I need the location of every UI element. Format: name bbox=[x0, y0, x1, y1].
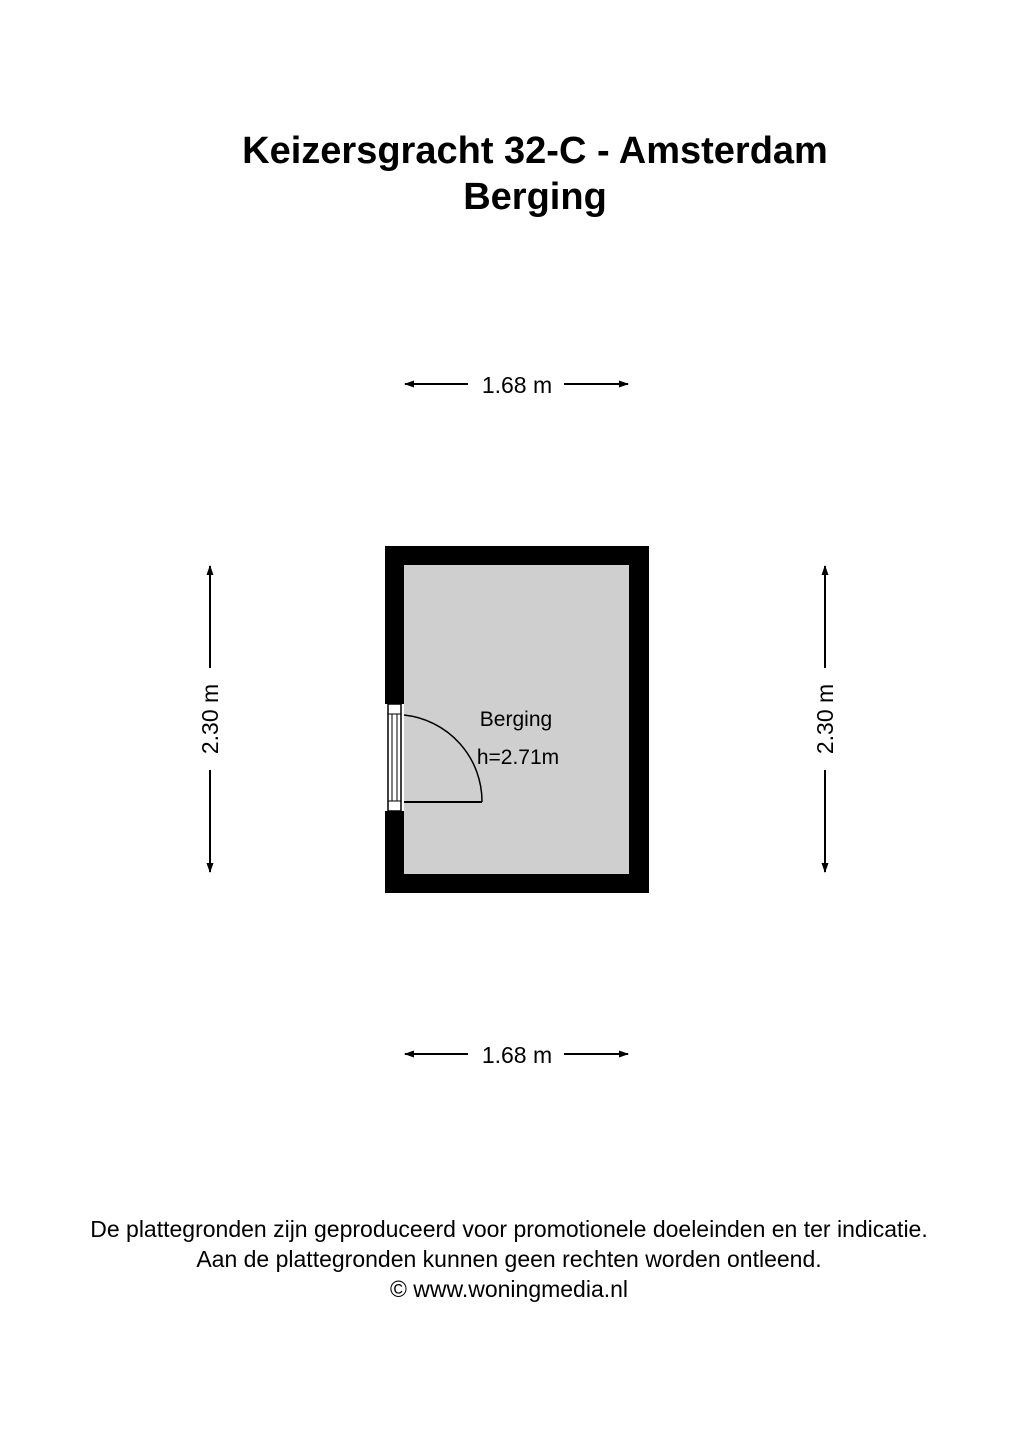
disclaimer-line-2: Aan de plattegronden kunnen geen rechten worden ontleend. bbox=[196, 1246, 822, 1272]
plan-title: Keizersgracht 32-C - Amsterdam bbox=[242, 130, 828, 172]
room-name-label: Berging bbox=[479, 708, 553, 731]
right-depth-dimension bbox=[812, 566, 838, 872]
bottom-width-dimension bbox=[405, 1042, 628, 1068]
bottom-width-label: 1.68 m bbox=[481, 1042, 553, 1068]
left-depth-dimension bbox=[197, 566, 223, 872]
disclaimer-line-1: De plattegronden zijn geproduceerd voor promotionele doeleinden en ter indicatie. bbox=[90, 1216, 928, 1242]
top-width-dimension bbox=[405, 372, 628, 398]
right-depth-label: 2.30 m bbox=[812, 683, 838, 755]
left-depth-label: 2.30 m bbox=[197, 683, 223, 755]
room-height-label: h=2.71m bbox=[476, 746, 560, 769]
room-berging bbox=[385, 546, 649, 893]
copyright-line: © www.woningmedia.nl bbox=[389, 1276, 629, 1302]
plan-subtitle: Berging bbox=[463, 176, 607, 218]
top-width-label: 1.68 m bbox=[481, 372, 553, 398]
